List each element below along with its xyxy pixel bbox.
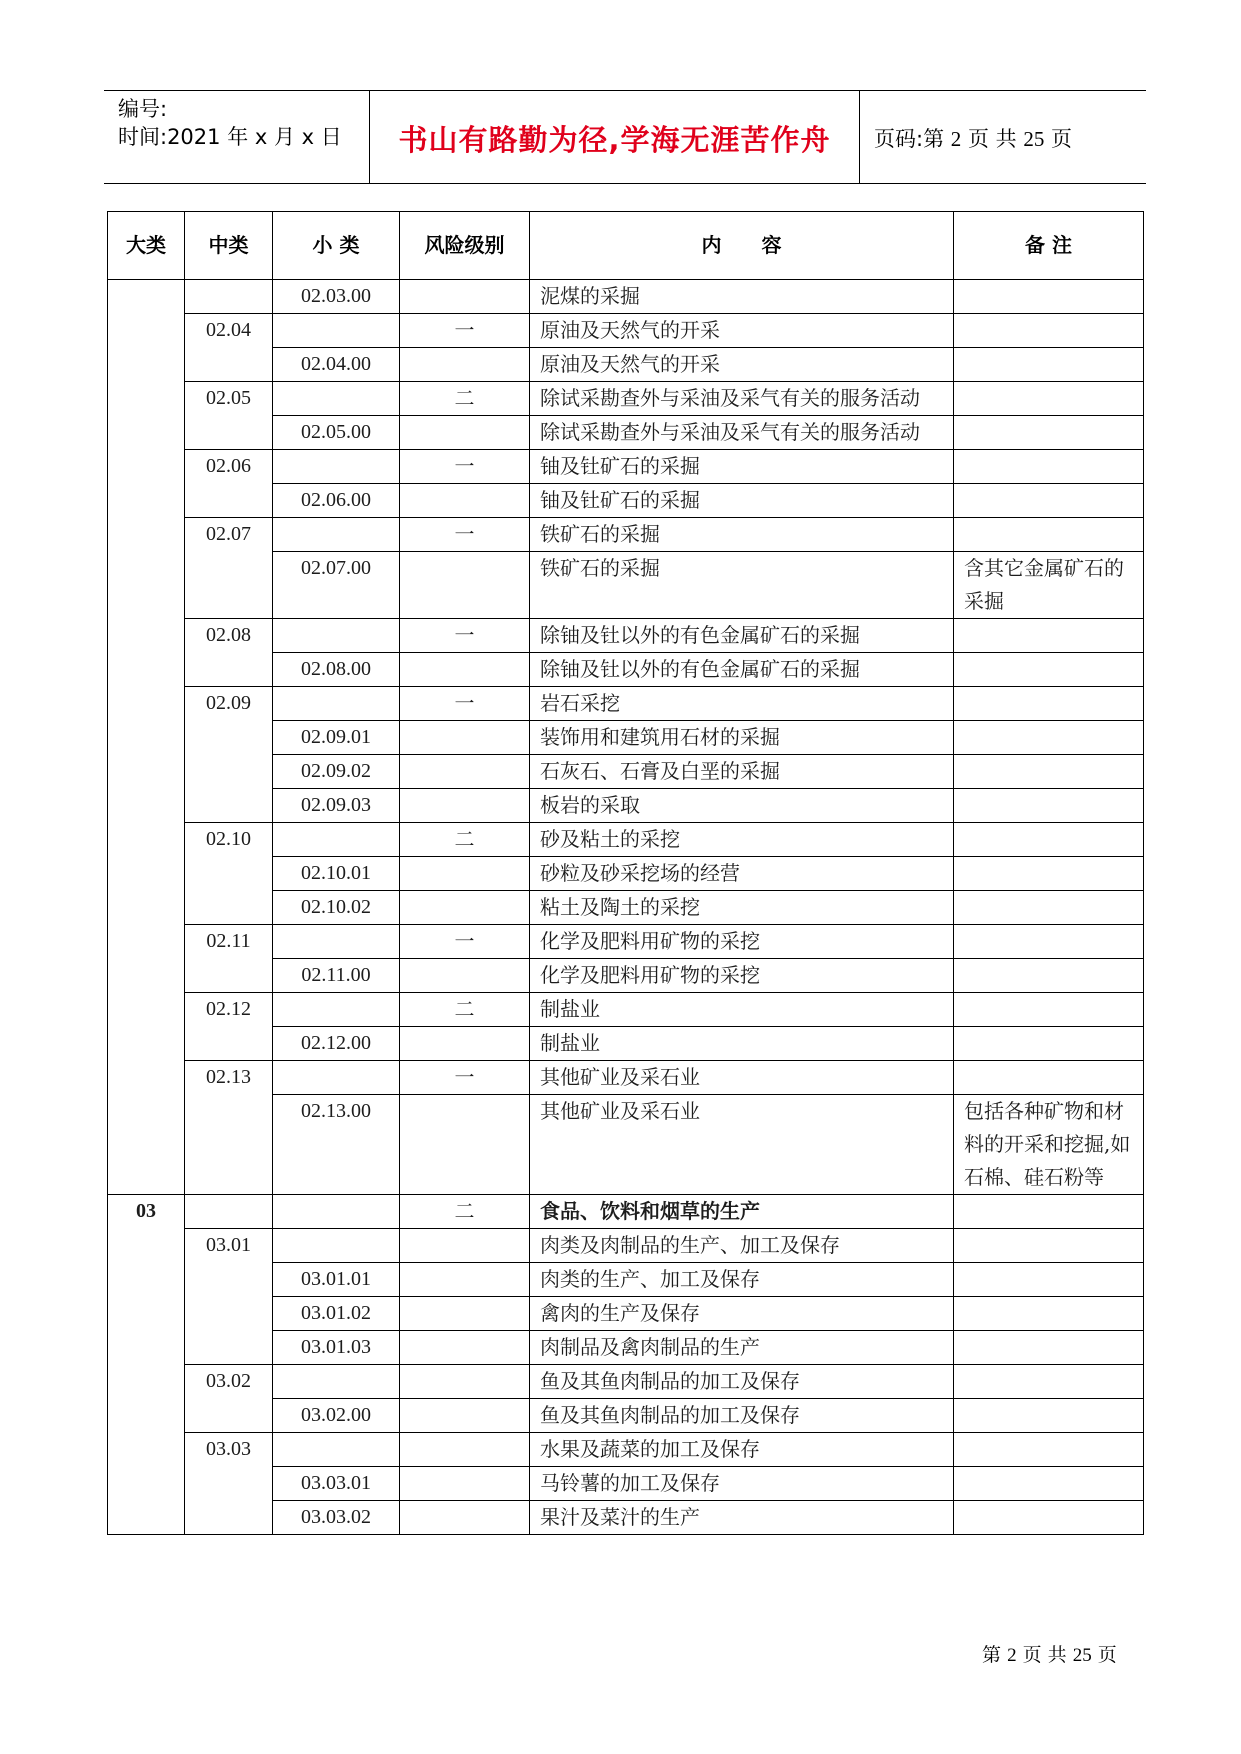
note-cell <box>954 518 1144 552</box>
risk-level-cell: 一 <box>400 619 530 653</box>
content-cell: 除试采勘查外与采油及采气有关的服务活动 <box>530 382 954 416</box>
minor-code-cell: 03.03.02 <box>273 1501 400 1535</box>
middle-code-cell: 02.11 <box>185 925 273 993</box>
middle-code-cell: 02.04 <box>185 314 273 382</box>
content-cell: 除试采勘查外与采油及采气有关的服务活动 <box>530 416 954 450</box>
minor-code-cell: 02.11.00 <box>273 959 400 993</box>
content-cell: 板岩的采取 <box>530 789 954 823</box>
minor-code-cell: 03.01.03 <box>273 1331 400 1365</box>
content-cell: 粘土及陶土的采挖 <box>530 891 954 925</box>
risk-level-cell: 二 <box>400 823 530 857</box>
risk-level-cell <box>400 1331 530 1365</box>
minor-code-cell <box>273 925 400 959</box>
major-code-cell: 03 <box>108 1195 185 1535</box>
minor-code-cell: 02.09.03 <box>273 789 400 823</box>
note-cell <box>954 755 1144 789</box>
minor-code-cell <box>273 314 400 348</box>
minor-code-cell <box>273 1433 400 1467</box>
note-cell <box>954 993 1144 1027</box>
note-cell <box>954 891 1144 925</box>
content-cell: 水果及蔬菜的加工及保存 <box>530 1433 954 1467</box>
column-header-major: 大类 <box>108 212 185 280</box>
table-row <box>108 280 1144 314</box>
minor-code-cell: 02.06.00 <box>273 484 400 518</box>
table-row <box>108 619 1144 653</box>
risk-level-cell: 二 <box>400 1195 530 1229</box>
risk-level-cell: 一 <box>400 687 530 721</box>
risk-level-cell: 一 <box>400 1061 530 1095</box>
major-code-cell <box>108 280 185 1195</box>
middle-code-cell: 03.02 <box>185 1365 273 1433</box>
note-cell <box>954 687 1144 721</box>
risk-level-cell <box>400 1027 530 1061</box>
risk-level-cell <box>400 1365 530 1399</box>
minor-code-cell <box>273 382 400 416</box>
minor-code-cell: 02.04.00 <box>273 348 400 382</box>
middle-code-cell <box>185 1195 273 1229</box>
note-cell <box>954 1061 1144 1095</box>
risk-level-cell: 一 <box>400 450 530 484</box>
table-row <box>108 1195 1144 1229</box>
minor-code-cell <box>273 1195 400 1229</box>
note-cell <box>954 1331 1144 1365</box>
header-page-number <box>874 123 1072 153</box>
risk-level-cell <box>400 416 530 450</box>
footer-current: 2 <box>1007 1645 1017 1666</box>
column-header-note: 备 注 <box>954 212 1144 280</box>
content-cell: 泥煤的采掘 <box>530 280 954 314</box>
middle-code-cell: 02.07 <box>185 518 273 619</box>
content-cell: 肉制品及禽肉制品的生产 <box>530 1331 954 1365</box>
header-divider <box>859 91 860 183</box>
note-cell <box>954 925 1144 959</box>
content-cell: 禽肉的生产及保存 <box>530 1297 954 1331</box>
middle-code-cell: 02.08 <box>185 619 273 687</box>
risk-level-cell <box>400 280 530 314</box>
note-cell <box>954 484 1144 518</box>
industry-classification-table <box>107 211 1144 1535</box>
content-cell: 鱼及其鱼肉制品的加工及保存 <box>530 1365 954 1399</box>
risk-level-cell: 一 <box>400 925 530 959</box>
note-cell <box>954 450 1144 484</box>
table-row <box>108 925 1144 959</box>
table-row <box>108 993 1144 1027</box>
middle-code-cell <box>185 280 273 314</box>
column-header-risk: 风险级别 <box>400 212 530 280</box>
content-cell: 砂粒及砂采挖场的经营 <box>530 857 954 891</box>
content-cell: 食品、饮料和烟草的生产 <box>530 1195 954 1229</box>
risk-level-cell <box>400 755 530 789</box>
table-row <box>108 518 1144 552</box>
risk-level-cell <box>400 789 530 823</box>
note-cell <box>954 857 1144 891</box>
risk-level-cell <box>400 1229 530 1263</box>
column-header-minor: 小 类 <box>273 212 400 280</box>
footer-total: 25 <box>1072 1645 1092 1666</box>
content-cell: 制盐业 <box>530 1027 954 1061</box>
content-cell: 装饰用和建筑用石材的采掘 <box>530 721 954 755</box>
content-cell: 除铀及钍以外的有色金属矿石的采掘 <box>530 619 954 653</box>
risk-level-cell <box>400 1433 530 1467</box>
risk-level-cell <box>400 891 530 925</box>
note-cell <box>954 1229 1144 1263</box>
table-row <box>108 1365 1144 1399</box>
page-current: 2 <box>950 127 962 151</box>
note-cell <box>954 619 1144 653</box>
content-cell: 化学及肥料用矿物的采挖 <box>530 959 954 993</box>
risk-level-cell: 一 <box>400 314 530 348</box>
table-row <box>108 1061 1144 1095</box>
risk-level-cell <box>400 959 530 993</box>
footer-mid: 页 共 <box>1022 1644 1067 1666</box>
middle-code-cell: 02.12 <box>185 993 273 1061</box>
middle-code-cell: 02.05 <box>185 382 273 450</box>
content-cell: 化学及肥料用矿物的采挖 <box>530 925 954 959</box>
content-cell: 果汁及菜汁的生产 <box>530 1501 954 1535</box>
note-cell <box>954 1467 1144 1501</box>
minor-code-cell <box>273 1365 400 1399</box>
content-cell: 铀及钍矿石的采掘 <box>530 450 954 484</box>
middle-code-cell: 02.06 <box>185 450 273 518</box>
note-cell <box>954 280 1144 314</box>
table-row <box>108 1229 1144 1263</box>
table-row <box>108 1433 1144 1467</box>
note-cell <box>954 1263 1144 1297</box>
minor-code-cell: 02.09.02 <box>273 755 400 789</box>
header-motto: 书山有路勤为径,学海无涯苦作舟 <box>398 123 831 157</box>
note-cell <box>954 1365 1144 1399</box>
page-footer <box>982 1640 1117 1667</box>
table-row <box>108 382 1144 416</box>
content-cell: 铁矿石的采掘 <box>530 518 954 552</box>
minor-code-cell: 03.01.02 <box>273 1297 400 1331</box>
page-mid: 页 共 <box>967 127 1017 151</box>
risk-level-cell <box>400 1263 530 1297</box>
content-cell: 其他矿业及采石业 <box>530 1061 954 1095</box>
minor-code-cell: 02.07.00 <box>273 552 400 619</box>
table-header-row <box>108 212 1144 280</box>
content-cell: 砂及粘土的采挖 <box>530 823 954 857</box>
risk-level-cell: 二 <box>400 382 530 416</box>
page-header <box>104 90 1146 184</box>
minor-code-cell <box>273 619 400 653</box>
risk-level-cell: 一 <box>400 518 530 552</box>
content-cell: 铀及钍矿石的采掘 <box>530 484 954 518</box>
content-cell: 岩石采挖 <box>530 687 954 721</box>
note-cell <box>954 1501 1144 1535</box>
table-row <box>108 823 1144 857</box>
minor-code-cell <box>273 450 400 484</box>
content-cell: 肉类及肉制品的生产、加工及保存 <box>530 1229 954 1263</box>
minor-code-cell: 02.05.00 <box>273 416 400 450</box>
note-cell <box>954 382 1144 416</box>
serial-label: 编号: <box>118 97 168 121</box>
middle-code-cell: 02.13 <box>185 1061 273 1195</box>
content-cell: 除铀及钍以外的有色金属矿石的采掘 <box>530 653 954 687</box>
note-cell <box>954 959 1144 993</box>
footer-suffix: 页 <box>1097 1644 1117 1666</box>
content-cell: 石灰石、石膏及白垩的采掘 <box>530 755 954 789</box>
minor-code-cell: 02.13.00 <box>273 1095 400 1195</box>
note-cell <box>954 789 1144 823</box>
risk-level-cell <box>400 484 530 518</box>
risk-level-cell <box>400 1467 530 1501</box>
minor-code-cell <box>273 518 400 552</box>
note-cell <box>954 1027 1144 1061</box>
note-cell <box>954 1433 1144 1467</box>
note-cell <box>954 823 1144 857</box>
risk-level-cell <box>400 552 530 619</box>
content-cell: 制盐业 <box>530 993 954 1027</box>
content-cell: 原油及天然气的开采 <box>530 314 954 348</box>
risk-level-cell <box>400 1399 530 1433</box>
minor-code-cell: 03.03.01 <box>273 1467 400 1501</box>
table-row <box>108 687 1144 721</box>
minor-code-cell <box>273 823 400 857</box>
middle-code-cell: 02.09 <box>185 687 273 823</box>
content-cell: 其他矿业及采石业 <box>530 1095 954 1195</box>
note-cell <box>954 653 1144 687</box>
minor-code-cell: 02.10.01 <box>273 857 400 891</box>
note-cell: 包括各种矿物和材料的开采和挖掘,如石棉、硅石粉等 <box>954 1095 1144 1195</box>
page-total: 25 <box>1023 127 1045 151</box>
minor-code-cell: 02.08.00 <box>273 653 400 687</box>
table-row <box>108 450 1144 484</box>
middle-code-cell: 03.01 <box>185 1229 273 1365</box>
risk-level-cell <box>400 653 530 687</box>
note-cell <box>954 348 1144 382</box>
note-cell <box>954 1297 1144 1331</box>
risk-level-cell <box>400 348 530 382</box>
minor-code-cell <box>273 1061 400 1095</box>
minor-code-cell <box>273 687 400 721</box>
note-cell <box>954 1399 1144 1433</box>
minor-code-cell: 03.01.01 <box>273 1263 400 1297</box>
minor-code-cell: 03.02.00 <box>273 1399 400 1433</box>
minor-code-cell <box>273 993 400 1027</box>
minor-code-cell: 02.09.01 <box>273 721 400 755</box>
footer-prefix: 第 <box>982 1644 1002 1666</box>
content-cell: 原油及天然气的开采 <box>530 348 954 382</box>
time-label: 时间:2021 年 x 月 x 日 <box>118 125 342 149</box>
table-body <box>108 280 1144 1535</box>
content-cell: 铁矿石的采掘 <box>530 552 954 619</box>
column-header-middle: 中类 <box>185 212 273 280</box>
content-cell: 鱼及其鱼肉制品的加工及保存 <box>530 1399 954 1433</box>
risk-level-cell <box>400 721 530 755</box>
table-row <box>108 314 1144 348</box>
minor-code-cell: 02.12.00 <box>273 1027 400 1061</box>
risk-level-cell <box>400 1501 530 1535</box>
content-cell: 肉类的生产、加工及保存 <box>530 1263 954 1297</box>
page-prefix: 页码:第 <box>874 127 945 151</box>
risk-level-cell: 二 <box>400 993 530 1027</box>
note-cell <box>954 314 1144 348</box>
risk-level-cell <box>400 1095 530 1195</box>
risk-level-cell <box>400 1297 530 1331</box>
middle-code-cell: 02.10 <box>185 823 273 925</box>
note-cell <box>954 416 1144 450</box>
content-cell: 马铃薯的加工及保存 <box>530 1467 954 1501</box>
column-header-content: 内 容 <box>530 212 954 280</box>
note-cell <box>954 1195 1144 1229</box>
minor-code-cell <box>273 1229 400 1263</box>
page-suffix: 页 <box>1051 127 1073 151</box>
note-cell: 含其它金属矿石的采掘 <box>954 552 1144 619</box>
risk-level-cell <box>400 857 530 891</box>
header-meta <box>118 95 342 151</box>
minor-code-cell: 02.03.00 <box>273 280 400 314</box>
minor-code-cell: 02.10.02 <box>273 891 400 925</box>
note-cell <box>954 721 1144 755</box>
middle-code-cell: 03.03 <box>185 1433 273 1535</box>
